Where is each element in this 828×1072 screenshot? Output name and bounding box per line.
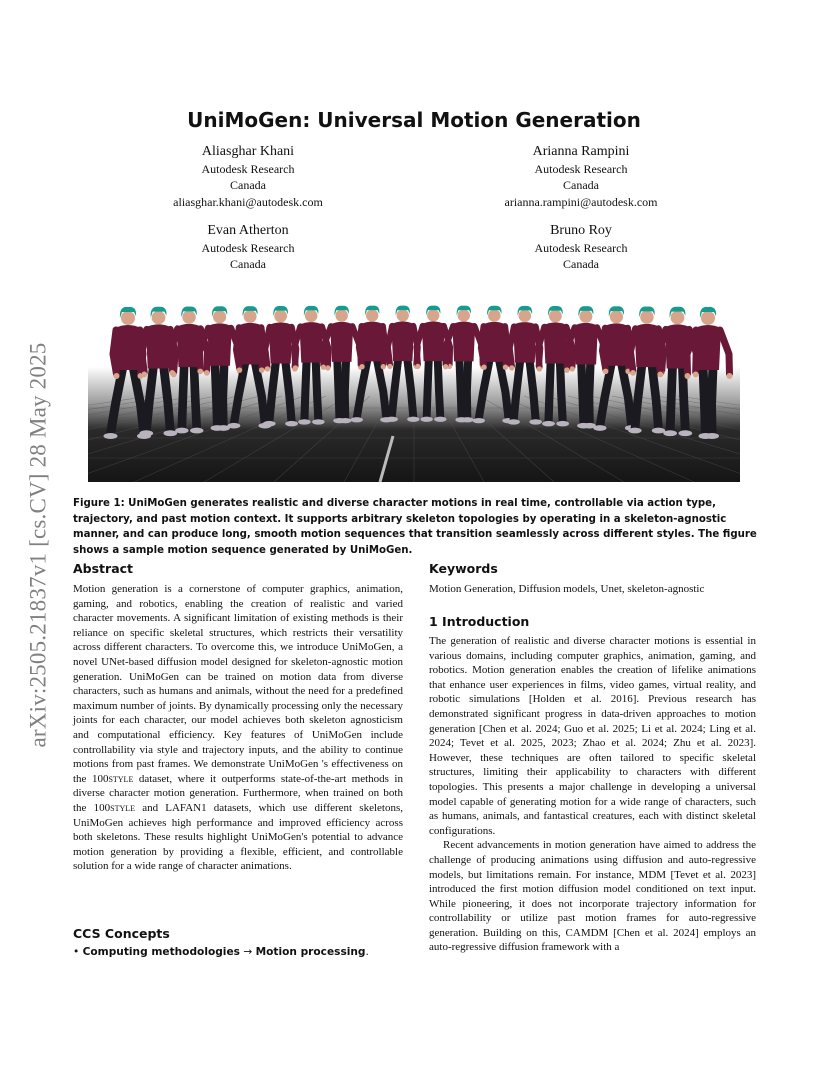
introduction-heading: 1 Introduction xyxy=(429,614,530,629)
author-affiliation: Autodesk Research xyxy=(201,162,295,176)
paragraph: The generation of realistic and diverse character motions is essential in various domains, including computer graphics, animation, gaming, and robotics. Motion generation enables the creation of lifelike animations that enhance user experiences in films, video games, virtual reality, and robotic simulations [Holden et al. 2016]. Previous research has demonstrated significant progress in data-driven approaches to motion generation [Chen et al. 2024; Guo et al. 2025; Li et al. 2024; Ling et al. 2024; Tevet et al. 2025, 2023; Zhao et al. 2024; Zhu et al. 2023]. However, these techniques are often tailored to specific skeletal structures, limiting their applicability to characters with different topologies. This presents a major challenge in developing a universal model capable of generating motion for a wide range of characters, such as humans, animals, and fantastical creatures, each with distinct skeletal configurations. xyxy=(429,635,756,837)
keywords-heading: Keywords xyxy=(429,561,498,576)
author-affiliation: Autodesk Research xyxy=(534,241,628,255)
author-name: Bruno Roy xyxy=(550,223,612,238)
author-name: Evan Atherton xyxy=(207,223,289,238)
author-name: Arianna Rampini xyxy=(532,144,630,159)
author-affiliation: Autodesk Research xyxy=(201,241,295,255)
abstract-heading: Abstract xyxy=(73,561,134,576)
author-email: arianna.rampini@autodesk.com xyxy=(504,194,658,209)
paragraph: Recent advancements in motion generation have aimed to address the challenge of producing animations using diffusion and auto-regressive models, but limitations remain. For instance, MDM [Tevet et al. 2023] introduced the first motion diffusion model conditioned on text input. While pioneering, it does not incorporate trajectory information for controllability or utilize past motion frames for auto-regressive generation. Building on this, CAMDM [Chen et al. 2024] employs an auto-regressive diffusion framework with a xyxy=(429,839,756,954)
dataset-name: 100style xyxy=(91,772,134,785)
ccs-concepts: • Computing methodologies → Motion processing. xyxy=(73,946,369,958)
introduction-body xyxy=(429,634,756,955)
author-affiliation: Autodesk Research xyxy=(534,162,628,176)
author-email: aliasghar.khani@autodesk.com xyxy=(173,194,323,209)
teaser-figure xyxy=(88,296,740,482)
author-country: Canada xyxy=(563,178,599,193)
ccs-heading: CCS Concepts xyxy=(73,926,170,941)
author-block xyxy=(118,143,378,210)
author-name: Aliasghar Khani xyxy=(201,144,295,159)
paper-title: UniMoGen: Universal Motion Generation xyxy=(187,108,641,132)
author-block xyxy=(118,222,378,273)
author-block xyxy=(451,143,711,210)
author-country: Canada xyxy=(563,257,599,272)
motion-sequence-image xyxy=(88,296,740,482)
author-block xyxy=(451,222,711,273)
arxiv-watermark: arXiv:2505.21837v1 [cs.CV] 28 May 2025 xyxy=(25,342,51,748)
abstract-body: Motion generation is a cornerstone of computer graphics, animation, gaming, and robotics, enabling the creation of realistic and varied character movements. A significant limitation of existing methods is their reliance on specific skeletal structures, which restricts their versatility across different characters. To overcome this, we introduce UniMoGen, a novel UNet-based diffusion model designed for skeleton-agnostic motion generation. UniMoGen can be trained on motion data from diverse characters, such as humans and animals, without the need for a predefined maximum number of joints. By dynamically processing only the necessary joints for each character, our model achieves both skeleton agnosticism and computational efficiency. Key features of UniMoGen include controllability via style and trajectory inputs, and the ability to continue motions from past frames. We demonstrate UniMoGen 's effectiveness on the 100style dataset, where it outperforms state-of-the-art methods in diverse character motion generation. Furthermore, when trained on both the 100style and LAFAN1 datasets, which use different skeletons, UniMoGen achieves high performance and improved efficiency across both skeletons. These results highlight UniMoGen's potential to advance motion generation by providing a flexible, efficient, and controllable solution for a wide range of character animations. xyxy=(73,583,403,873)
dataset-name: 100style xyxy=(93,801,136,814)
author-country: Canada xyxy=(230,178,266,193)
keywords-text: Motion Generation, Diffusion models, Unet, skeleton-agnostic xyxy=(429,583,705,595)
author-country: Canada xyxy=(230,257,266,272)
figure-caption: Figure 1: UniMoGen generates realistic and diverse character motions in real time, controllable via action type, trajectory, and past motion context. It supports arbitrary skeleton topologies by operating in a skeleton-agnostic manner, and can produce long, smooth motion sequences that transition seamlessly across different styles. The figure shows a sample motion sequence generated by UniMoGen. xyxy=(73,498,757,556)
